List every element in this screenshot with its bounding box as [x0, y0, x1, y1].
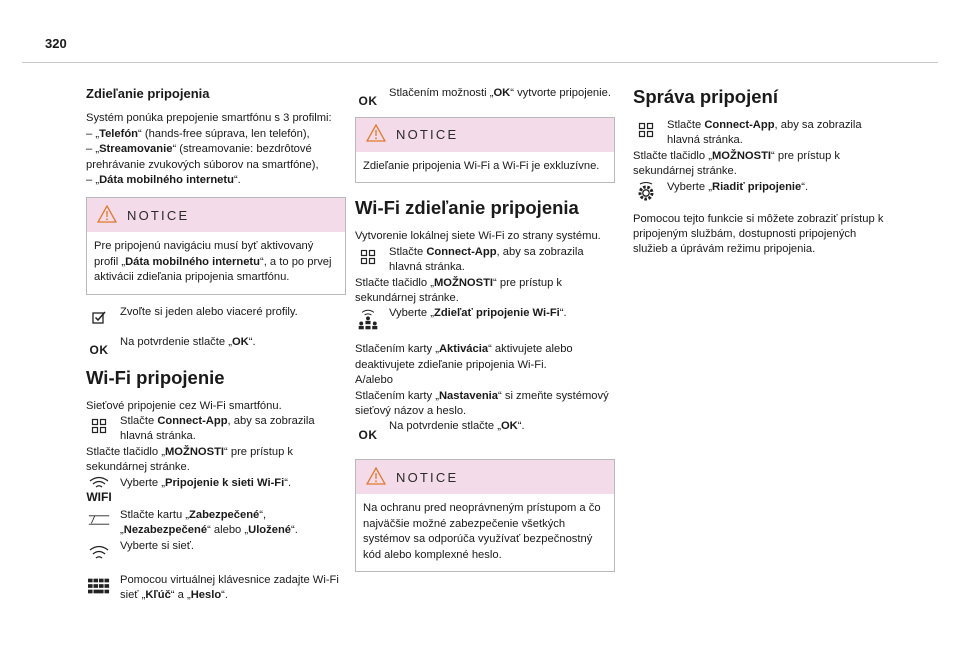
notice-text: Zdieľanie pripojenia Wi-Fi a Wi-Fi je exkluzívne. [363, 160, 600, 172]
options-instruction: Stlačte tlačidlo „MOŽNOSTI“ pre prístup k sekundárnej stránke. [633, 149, 841, 178]
notice-header [356, 460, 614, 494]
step-press-connect-app: Stlačte Connect-App, aby sa zobrazila hlavná stránka. [86, 414, 346, 445]
step-confirm-ok: OK Na potvrdenie stlačte „OK“. [355, 419, 615, 439]
step-select-manage-connection: Vyberte „Riadiť pripojenie“. [633, 180, 893, 208]
step-press-connect-app: Stlačte Connect-App, aby sa zobrazila hlavná stránka. [355, 245, 615, 276]
notice-header [356, 118, 614, 152]
notice-box [355, 117, 615, 183]
app-grid-icon [357, 247, 379, 267]
wifi-icon [88, 543, 110, 563]
column-connection-management [633, 86, 893, 258]
app-grid-icon [635, 120, 657, 140]
step-confirm-ok: OK Na potvrdenie stlačte „OK“. [86, 335, 346, 355]
sharing-intro: Vytvorenie lokálnej siete Wi-Fi zo strany systému. [355, 230, 601, 243]
step-select-share-wifi: Vyberte „Zdieľať pripojenie Wi-Fi“. [355, 306, 615, 336]
notice-label: NOTICE [396, 127, 459, 143]
notice-label: NOTICE [127, 207, 190, 223]
step-select-network: Vyberte si sieť. [86, 539, 346, 569]
section-title-wifi-connection: Wi-Fi pripojenie [86, 366, 225, 388]
column-wifi-sharing [355, 86, 615, 572]
profile-item: – „Telefón“ (hands-free súprava, len telefón), [86, 127, 310, 140]
notice-text: Pre pripojenú navigáciu musí byť aktivovaný profil „Dáta mobilného internetu“, a to po prvej aktivácii zdieľania pripojenia smartfónu. [94, 240, 332, 284]
section-title-connection-sharing: Zdieľanie pripojenia [86, 86, 210, 101]
password-field-icon [88, 510, 110, 530]
management-description: Pomocou tejto funkcie si môžete zobraziť prístup k pripojeným službám, dostupnosti pripojených služieb a úprávám režimu pripojenia. [633, 212, 884, 256]
notice-box [86, 197, 346, 294]
profiles-intro: Systém ponúka prepojenie smartfónu s 3 profilmi: [86, 112, 332, 125]
notice-label: NOTICE [396, 469, 459, 485]
step-create-connection: OK Stlačením možnosti „OK“ vytvorte pripojenie. [355, 86, 615, 106]
page-number: 320 [45, 36, 67, 51]
ok-icon: OK [358, 427, 378, 442]
checkbox-icon [88, 307, 110, 327]
share-icon [357, 306, 379, 334]
notice-text: Na ochranu pred neoprávneným prístupom a čo najväčšie možné zabezpečenie všetkých systémov sa odporúča využívať bezpečnostný kód alebo komplexné heslo. [363, 502, 601, 561]
section-title-connection-management: Správa pripojení [633, 86, 778, 107]
warning-icon [366, 124, 386, 145]
app-grid-icon [88, 416, 110, 436]
keyboard-icon [88, 576, 110, 596]
profile-item: – „Streamovanie“ (streamovanie: bezdrôtové prehrávanie zvukových súborov na smartfóne), [86, 143, 319, 171]
notice-box [355, 459, 615, 572]
and-or-text: A/alebo [355, 374, 393, 387]
gear-icon [635, 182, 657, 202]
step-press-connect-app: Stlačte Connect-App, aby sa zobrazila hlavná stránka. [633, 118, 893, 149]
step-enter-key-password: Pomocou virtuálnej klávesnice zadajte Wi-Fi sieť „Kľúč“ a „Heslo“. [86, 573, 346, 604]
step-select-profiles: Zvoľte si jeden alebo viaceré profily. [86, 305, 346, 325]
warning-icon [366, 467, 386, 488]
step-select-wifi-connection: WIFI Vyberte „Pripojenie k sieti Wi-Fi“. [86, 476, 292, 504]
ok-icon: OK [358, 94, 378, 109]
activation-instruction: Stlačením karty „Aktivácia“ aktivujete alebo deaktivujete zdieľanie pripojenia Wi-Fi. [355, 343, 573, 371]
column-connection-sharing [86, 78, 346, 603]
section-title-wifi-sharing: Wi-Fi zdieľanie pripojenia [355, 197, 579, 219]
options-instruction: Stlačte tlačidlo „MOŽNOSTI“ pre prístup k sekundárnej stránke. [86, 445, 294, 474]
wifi-intro: Sieťové pripojenie cez Wi-Fi smartfónu. [86, 399, 282, 412]
ok-icon: OK [89, 342, 109, 357]
warning-icon [97, 205, 117, 226]
notice-header [87, 198, 345, 232]
options-instruction: Stlačte tlačidlo „MOŽNOSTI“ pre prístup k sekundárnej stránke. [355, 276, 563, 305]
step-choose-security-tab: Stlačte kartu „Zabezpečené“, „Nezabezpečené“ alebo „Uložené“. [86, 508, 346, 539]
profile-item: – „Dáta mobilného internetu“. [86, 174, 241, 187]
wifi-icon: WIFI [88, 476, 110, 506]
header-divider [22, 62, 938, 63]
settings-instruction: Stlačením karty „Nastavenia“ si zmeňte systémový sieťový názov a heslo. [355, 389, 609, 418]
